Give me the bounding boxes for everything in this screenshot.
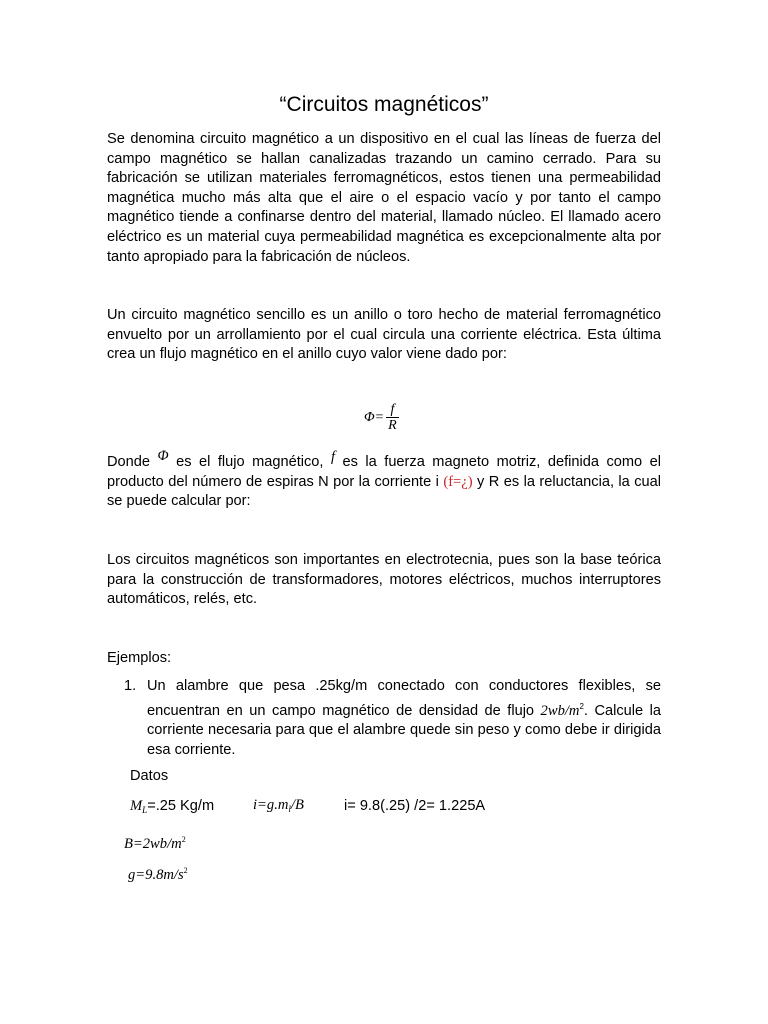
inline-math-error: (f=¿) — [443, 473, 473, 490]
i-formula-b: /B — [290, 797, 304, 813]
ml-value: =.25 Kg/m — [147, 798, 215, 814]
paragraph-toroid: Un circuito magnético sencillo es un anillo o toro hecho de material ferromagnético envuelto por un arrollamiento por el cual circula una corriente eléctrica. Esta última crea un flujo magnético en el anillo cuyo valor viene dado por: — [107, 307, 661, 363]
p3-text-4: y R es la reluctancia, la cual se puede calcular por: — [107, 473, 661, 510]
g-line: g=9.8m/s — [128, 867, 184, 883]
datos-label: Datos — [130, 768, 169, 784]
g-exponent: 2 — [183, 866, 188, 875]
p3-text-2: es el flujo magnético, — [168, 454, 331, 470]
phi-symbol: Φ — [157, 448, 169, 464]
examples-label: Ejemplos: — [107, 650, 172, 666]
formula-fraction — [386, 402, 399, 433]
mass-per-length — [130, 797, 214, 820]
example-1-text — [147, 677, 661, 760]
formula-denominator: R — [388, 418, 397, 433]
document-title: “Circuitos magnéticos” — [279, 93, 489, 116]
ml-symbol: M — [130, 798, 143, 814]
flux-density-value: 2wb/m — [540, 702, 580, 719]
gravity-datum — [128, 861, 188, 885]
example-text-1: Un alambre que pesa .25kg/m conectado con conductores flexibles, se encuentran en un campo magnético de densidad de flujo — [147, 678, 661, 719]
p3-text-1: Donde — [107, 454, 158, 470]
i-formula-a: i=g.m — [253, 797, 289, 813]
ml-subscript: L — [142, 805, 148, 815]
p3-text-3: es la fuerza magneto motriz, definida como el producto del número de espiras N por la corriente i — [107, 454, 661, 490]
paragraph-definition: Se denomina circuito magnético a un dispositivo en el cual las líneas de fuerza del campo magnético se hallan canalizadas trazando un camino cerrado. Para su fabricación se utilizan materiales ferromagnéticos, estos tienen una permeabilidad magnética mucho más alta que el aire o el espacio vacío y por tanto el campo magnético tiende a confinarse dentro del material, llamado núcleo. El llamado acero eléctrico es un material cuya permeabilidad magnética es excepcionalmente alta por tanto apropiado para la fabricación de núcleos. — [107, 131, 661, 265]
f-symbol: f — [330, 449, 336, 465]
paragraph-definitions — [107, 448, 661, 512]
current-result: i= 9.8(.25) /2= 1.225A — [344, 798, 486, 814]
paragraph-importance: Los circuitos magnéticos son importantes en electrotecnia, pues son la base teórica para la construcción de transformadores, motores eléctricos, muchos interruptores automáticos, relés, etc. — [107, 552, 661, 608]
example-text-2: . Calcule la corriente necesaria para que el alambre quede sin peso y como debe ir dirigida esa corriente. — [147, 702, 661, 758]
flux-formula — [364, 402, 399, 433]
example-number: 1. — [124, 678, 137, 694]
current-formula — [253, 796, 304, 819]
i-formula-sub: l — [288, 804, 291, 814]
b-exponent: 2 — [181, 835, 186, 844]
formula-lhs: Φ= — [364, 409, 385, 425]
flux-density-datum — [124, 830, 186, 854]
b-line: B=2wb/m — [124, 836, 182, 852]
formula-numerator: f — [390, 402, 395, 417]
flux-density-exponent: 2 — [579, 701, 584, 711]
